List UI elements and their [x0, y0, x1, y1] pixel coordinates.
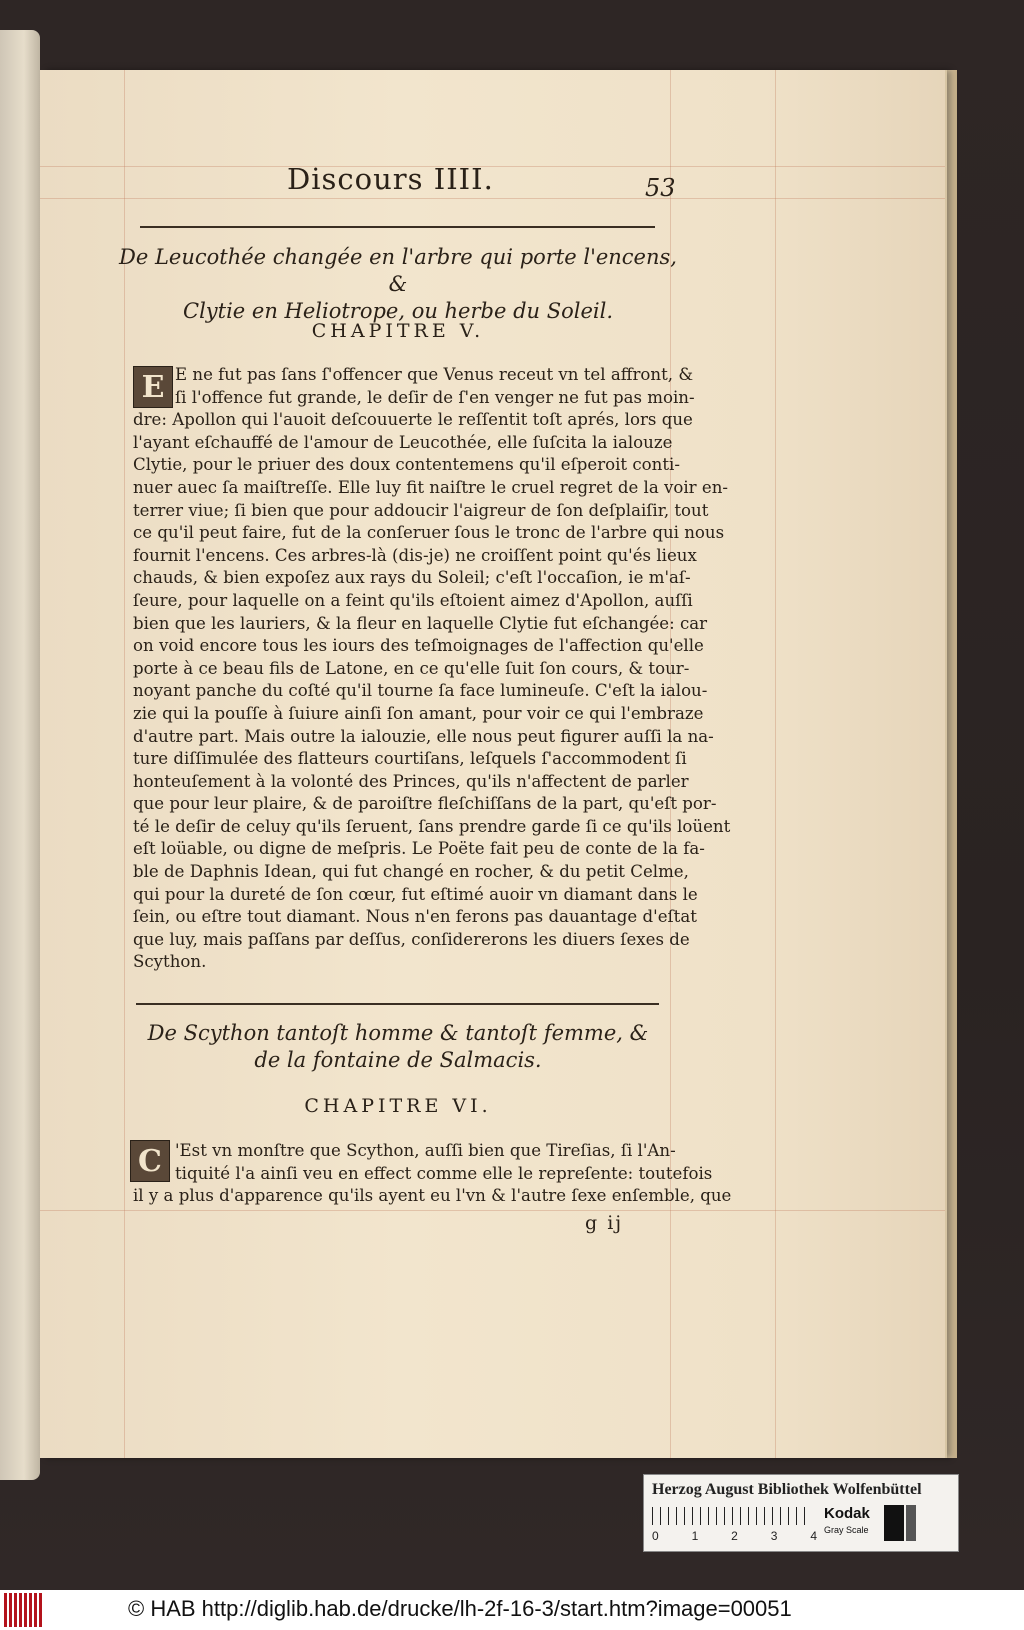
ruler-number: 1 — [691, 1529, 699, 1543]
chapter-5-heading — [118, 244, 678, 325]
ruled-line — [40, 1210, 945, 1211]
text-line: 'Est vn monſtre que Scython, auſſi bien que Tireſias, ſi l'An- — [175, 1141, 676, 1160]
text-line: on void encore tous les iours des teſmoignages de l'affection qu'elle — [133, 636, 704, 656]
chapter-6-label: CHAPITRE VI. — [304, 1095, 492, 1117]
text-line: que luy, mais paſſans par deſſus, conſidererons les diuers ſexes de — [133, 929, 690, 949]
kodak-brand: Kodak — [824, 1505, 870, 1522]
decorated-initial: C — [130, 1140, 170, 1182]
text-line: té le deſir de celuy qu'ils ſeruent, ſans prendre garde ſi ce qu'ils loüent — [133, 816, 731, 836]
ruler-numbers — [652, 1529, 817, 1543]
section-rule — [140, 226, 655, 228]
text-line: noyant panche du coſté qu'il tourne ſa face lumineuſe. C'eſt la ialou- — [133, 681, 708, 701]
text-line: il y a plus d'apparence qu'ils ayent eu l'vn & l'autre ſexe enſemble, que — [133, 1186, 732, 1206]
text-line: honteuſement à la volonté des Princes, qu'ils n'affectent de parler — [133, 771, 689, 791]
signature-mark: g ij — [585, 1212, 624, 1234]
chapter-6-heading-line-1: De Scython tantoſt homme & tantoſt femme, & — [147, 1021, 649, 1045]
running-title: Discours IIII. — [287, 162, 494, 196]
ruled-line — [40, 198, 945, 199]
ruler-number: 4 — [810, 1529, 817, 1543]
text-line: E ne fut pas ſans ſ'offencer que Venus receut vn tel affront, & — [175, 365, 694, 384]
text-line: porte à ce beau fils de Latone, en ce qu'elle ſuit ſon cours, & tour- — [133, 658, 690, 678]
chapter-6-heading — [118, 1020, 678, 1074]
text-line: ce qu'il peut faire, fut de la conſeruer ſous le tronc de l'arbre qui nous — [133, 523, 725, 543]
text-line: terrer viue; ſi bien que pour addoucir l'aigreur de ſon deſplaiſir, tout — [133, 500, 709, 520]
scale-card-title: Herzog August Bibliothek Wolfenbüttel — [652, 1481, 922, 1498]
ruler-number: 0 — [652, 1529, 659, 1543]
gray-swatch-mid — [906, 1505, 916, 1541]
text-line: Scython. — [133, 952, 207, 972]
text-line: nuer auec ſa maiſtreſſe. Elle luy fit naiſtre le cruel regret de la voir en- — [133, 477, 729, 497]
text-line: chauds, & bien expoſez aux rays du Soleil; c'eſt l'occaſion, ie m'aſ- — [133, 568, 691, 588]
text-line: que pour leur plaire, & de paroiſtre fleſchiſſans de la part, qu'eſt por- — [133, 794, 717, 814]
text-line: ble de Daphnis Idean, qui fut changé en rocher, & du petit Celme, — [133, 862, 689, 882]
section-rule — [136, 1003, 659, 1005]
chapter-6-text — [133, 1140, 732, 1208]
page-number: 53 — [645, 174, 676, 202]
gray-swatch-dark — [884, 1505, 904, 1541]
text-line: dre: Apollon qui l'auoit deſcouuerte le reſſentit toſt aprés, lors que — [133, 410, 693, 430]
text-line: eſt loüable, ou digne de meſpris. Le Poëte fait peu de conte de la fa- — [133, 839, 705, 859]
text-line: bien que les lauriers, & la fleur en laquelle Clytie fut eſchangée: car — [133, 613, 708, 633]
chapter-5-text — [133, 364, 731, 974]
text-line: fournit l'encens. Ces arbres-là (dis-je) ne croiſſent point qu'és lieux — [133, 545, 697, 565]
text-line: ſi l'offence fut grande, le deſir de ſ'en venger ne fut pas moin- — [175, 387, 695, 407]
text-line: Clytie, pour le priuer des doux contentemens qu'il eſperoit conti- — [133, 455, 680, 475]
text-line: d'autre part. Mais outre la ialouzie, elle nous peut figurer auſſi la na- — [133, 726, 714, 746]
chapter-5-heading-line-1: De Leucothée changée en l'arbre qui porte l'encens, & — [119, 245, 677, 296]
hab-logo-icon — [4, 1593, 44, 1627]
footer-copyright: © HAB http://diglib.hab.de/drucke/lh-2f-16-3/start.htm?image=00051 — [128, 1596, 792, 1621]
color-scale-card — [643, 1474, 959, 1552]
text-line: ſein, ou eſtre tout diamant. Nous n'en ferons pas dauantage d'eſtat — [133, 907, 697, 927]
ruled-line — [775, 70, 776, 1458]
ruler-ticks — [652, 1507, 812, 1525]
text-line: l'ayant eſchauffé de l'amour de Leucothée, elle ſuſcita la ialouze — [133, 432, 673, 452]
text-line: zie qui la pouſſe à ſuiure ainſi ſon amant, pour voir ce qui l'embraze — [133, 703, 704, 723]
gray-scale-caption: Gray Scale — [824, 1525, 869, 1535]
facing-page-edge — [0, 30, 40, 1480]
ruler-number: 3 — [770, 1529, 778, 1543]
text-line: tiquité l'a ainſi veu en effect comme elle le repreſente: toutefois — [175, 1163, 713, 1183]
chapter-5-heading-line-2: Clytie en Heliotrope, ou herbe du Soleil. — [183, 299, 613, 323]
text-line: ſeure, pour laquelle on a feint qu'ils eſtoient aimez d'Apollon, auſſi — [133, 590, 693, 610]
text-line: ture diſſimulée des flatteurs courtiſans, leſquels ſ'accommodent ſi — [133, 749, 687, 769]
chapter-6-heading-line-2: de la fontaine de Salmacis. — [254, 1048, 542, 1072]
ruler-number: 2 — [731, 1529, 738, 1543]
decorated-initial: E — [133, 366, 173, 408]
chapter-5-label: CHAPITRE V. — [311, 320, 485, 342]
text-line: qui pour la dureté de ſon cœur, fut eſtimé auoir vn diamant dans le — [133, 884, 698, 904]
